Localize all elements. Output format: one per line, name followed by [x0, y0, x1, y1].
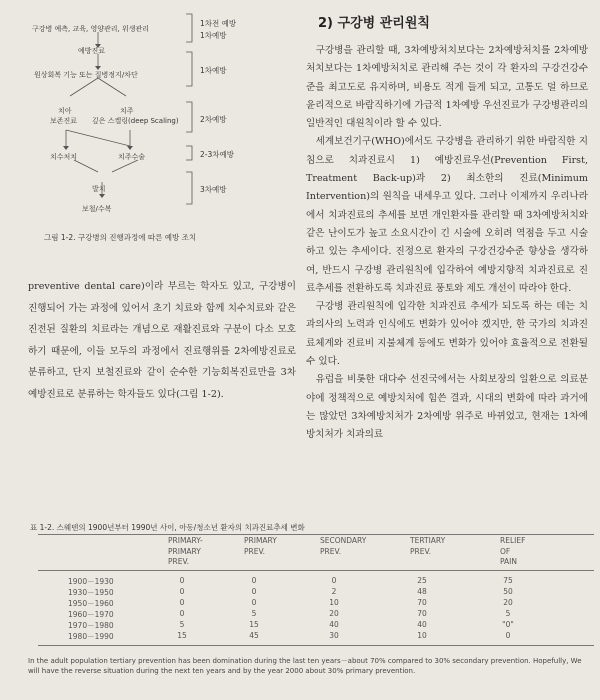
- table-bottom-rule: [38, 645, 594, 646]
- table-cell: 5: [505, 609, 511, 618]
- table-cell: 20: [503, 598, 513, 607]
- table-cell: 15: [177, 631, 187, 640]
- paragraph-4: 유럽을 비롯한 대다수 선진국에서는 사회보장의 일환으로 의료분야에 정책적으로 예방치처에 힘쓴 결과, 시대의 변화에 따라 과거에는 많았던 3차예방치처가 2차예방 위주로 바뀌었고, 현재는 1차예방치처가 치과의료: [306, 374, 588, 441]
- table-cell: 70: [417, 609, 427, 618]
- stage-primordial: 1차전 예방: [200, 19, 237, 28]
- header-primary: PRIMARY PREV.: [244, 536, 277, 556]
- stage-primary-a: 1차예방: [200, 31, 227, 40]
- header-tertiary: TERTIARY PREV.: [410, 536, 446, 556]
- section-title: 2) 구강병 관리원칙: [318, 16, 430, 31]
- table-cell: 0: [179, 587, 185, 596]
- node-basic-care: 구강병 예측, 교육, 영양관리, 위생관리: [32, 25, 150, 33]
- table-top-rule: [38, 534, 594, 535]
- table-cell: 0: [505, 631, 511, 640]
- table-cell: 40: [417, 620, 427, 629]
- header-relief: RELIEF OF PAIN: [500, 536, 526, 566]
- prevention-trend-table: [38, 534, 594, 656]
- table-row-period: 1980－1990: [68, 632, 114, 641]
- node-periodontal: 치주: [120, 107, 134, 115]
- table-header-rule: [38, 570, 594, 571]
- node-restoration: 원상회복 기능 또는 질병정지/차단: [34, 71, 138, 79]
- table-cell: 40: [329, 620, 339, 629]
- table-cell: 45: [249, 631, 259, 640]
- stage-secondary-tertiary: 2-3차예방: [200, 150, 234, 159]
- paragraph-2: 세계보건기구(WHO)에서도 구강병을 관리하기 위한 바람직한 지침으로 치과진료시 1) 예방진료우선(Prevention First, Treatment Back-up)과 2) 최소한의 진료(Minimum Intervention)의 원칙을 내세우고 있다. 그러나 이제까지 우리나라에서 치과진료의 추세를 보면 개인환자를 관리할 때 3차예방처치와 같은 난이도가 높고 소요시간이 긴 시술에 오히려 역점을 두고 시술하고 있는 추세이다. 진정으로 환자의 구강건강수준 향상을 생각하여, 반드시 구강병 관리원칙에 입각하여 예방지향적 치과진료로 진료추세를 전환하도록 치과진료 풍토와 제도 개선이 따라야 한다.: [306, 136, 588, 294]
- table-cell: 48: [417, 587, 427, 596]
- stage-primary: 1차예방: [200, 66, 227, 75]
- left-paragraph: preventive dental care)이라 부르는 학자도 있고, 구강병이 진행되어 가는 과정에 있어서 초기 치료와 함께 치수치료와 같은 진전된 질환의 치료라는 개념으로 재활진료와 구분이 다소 모호하기 때문에, 이들 모두의 과정에서 진료행위를 2차예방진료로 분류하고, 단지 보철진료와 같이 순수한 기능회복진료만을 3차예방진료로 분류하는 학자들도 있다(그림 1-2).: [28, 281, 296, 400]
- paragraph-3: 구강병 관리원칙에 입각한 치과진료 추세가 되도록 하는 데는 치과의사의 노력과 인식에도 변화가 있어야 겠지만, 한 국가의 치과진료체계와 진료비 지불체계 등에도 변화가 있어야 효율적으로 전환될 수 있다.: [306, 301, 588, 368]
- table-cell: "0": [502, 620, 514, 629]
- table-cell: 10: [417, 631, 427, 640]
- node-conservative: 보존진료: [50, 117, 78, 125]
- table-cell: 0: [179, 576, 185, 585]
- header-secondary: SECONDARY PREV.: [320, 536, 367, 556]
- table-footnote: In the adult population tertiary prevention has been domination during the last ten years－about 70% compared to 30% secondary prevention. Hopefully, We will have the reverse situation during the next ten years and by the year 2000 about 30% primary prevention.: [28, 657, 582, 675]
- table-cell: 50: [503, 587, 513, 596]
- node-extraction: 발치: [92, 185, 106, 193]
- table-cell: 70: [417, 598, 427, 607]
- table-cell: 0: [179, 598, 185, 607]
- table-cell: 0: [331, 576, 337, 585]
- table-cell: 5: [251, 609, 257, 618]
- node-prosthetics: 보철/수복: [82, 205, 112, 213]
- paragraph-1: 구강병을 관리할 때, 3차예방처치보다는 2차예방처치를 2차예방처치보다는 1차예방처치로 관리해 주는 것이 각 환자의 구강건강수준을 최고도로 유지하며, 비용도 적게 들게 되고, 고통도 덜 하므로 윤리적으로 바람직하기에 가급적 1차예방 우선진료가 구강병관리의 일반적인 대원칙이라 할 수 있다.: [306, 45, 588, 130]
- node-preventive-care: 예방진료: [78, 47, 106, 55]
- table-cell: 0: [251, 587, 257, 596]
- node-pulp-treatment: 치수처치: [50, 153, 78, 161]
- node-tooth: 치아: [58, 107, 72, 115]
- table-cell: 0: [251, 576, 257, 585]
- table-row-period: 1900－1930: [68, 577, 114, 586]
- header-primary-primary: PRIMARY- PRIMARY PREV.: [168, 536, 203, 566]
- table-cell: 15: [249, 620, 259, 629]
- node-perio-surgery: 치주수술: [118, 153, 146, 161]
- right-column: [306, 42, 588, 445]
- table-cell: 25: [417, 576, 427, 585]
- node-deep-scaling: 깊은 스켈링(deep Scaling): [92, 117, 179, 125]
- figure-caption: 그림 1-2. 구강병의 진행과정에 따른 예방 조치: [44, 233, 197, 242]
- table-cell: 10: [329, 598, 339, 607]
- table-row-period: 1970－1980: [68, 621, 114, 630]
- table-row-period: 1930－1950: [68, 588, 114, 597]
- stage-tertiary: 3차예방: [200, 185, 227, 194]
- table-cell: 5: [179, 620, 185, 629]
- table-row-period: 1960－1970: [68, 610, 114, 619]
- table-cell: 0: [179, 609, 185, 618]
- prevention-diagram: [20, 8, 290, 238]
- table-cell: 0: [251, 598, 257, 607]
- table-row-period: 1950－1960: [68, 599, 114, 608]
- stage-secondary: 2차예방: [200, 115, 227, 124]
- table-cell: 75: [503, 576, 513, 585]
- table-cell: 30: [329, 631, 339, 640]
- table-cell: 20: [329, 609, 339, 618]
- table-caption: 표 1-2. 스웨덴의 1900년부터 1990년 사이, 아동/청소년 환자의 치과진료추세 변화: [30, 523, 305, 532]
- table-cell: 2: [331, 587, 337, 596]
